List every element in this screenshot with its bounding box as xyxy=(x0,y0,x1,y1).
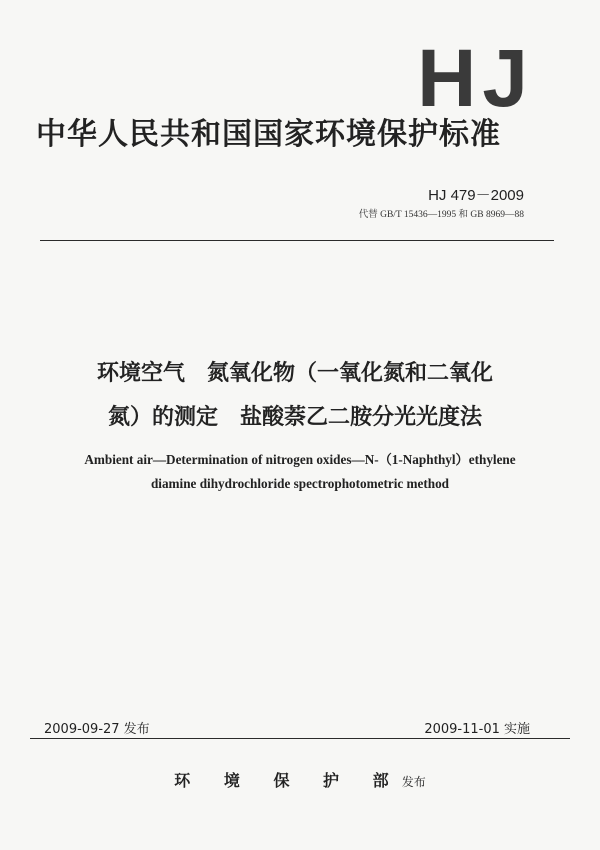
replaces-note: 代替 GB/T 15436—1995 和 GB 8969—88 xyxy=(358,210,524,220)
publisher-verb: 发布 xyxy=(401,775,426,789)
publisher xyxy=(0,768,600,791)
bottom-divider xyxy=(30,738,570,739)
chinese-title-line-1: 环境空气 氮氧化物（一氧化氮和二氧化 xyxy=(96,361,493,386)
publisher-name: 环 境 保 护 部 xyxy=(174,771,403,790)
implementation-date: 2009-11-01 实施 xyxy=(424,722,530,737)
hj-logo: HJ xyxy=(417,33,534,124)
issue-date: 2009-09-27 发布 xyxy=(44,722,150,737)
chinese-title-line-2: 氮）的测定 盐酸萘乙二胺分光光度法 xyxy=(107,405,482,430)
english-title xyxy=(30,448,570,496)
chinese-title xyxy=(50,352,540,440)
top-divider xyxy=(40,240,554,241)
english-title-line-1: Ambient air—Determination of nitrogen oxides—N-（1-Naphthyl）ethylene xyxy=(84,452,516,467)
english-title-line-2: diamine dihydrochloride spectrophotometric method xyxy=(150,476,450,491)
org-title: 中华人民共和国国家环境保护标准 xyxy=(36,117,501,152)
standard-number: HJ 479－2009 xyxy=(428,187,524,204)
